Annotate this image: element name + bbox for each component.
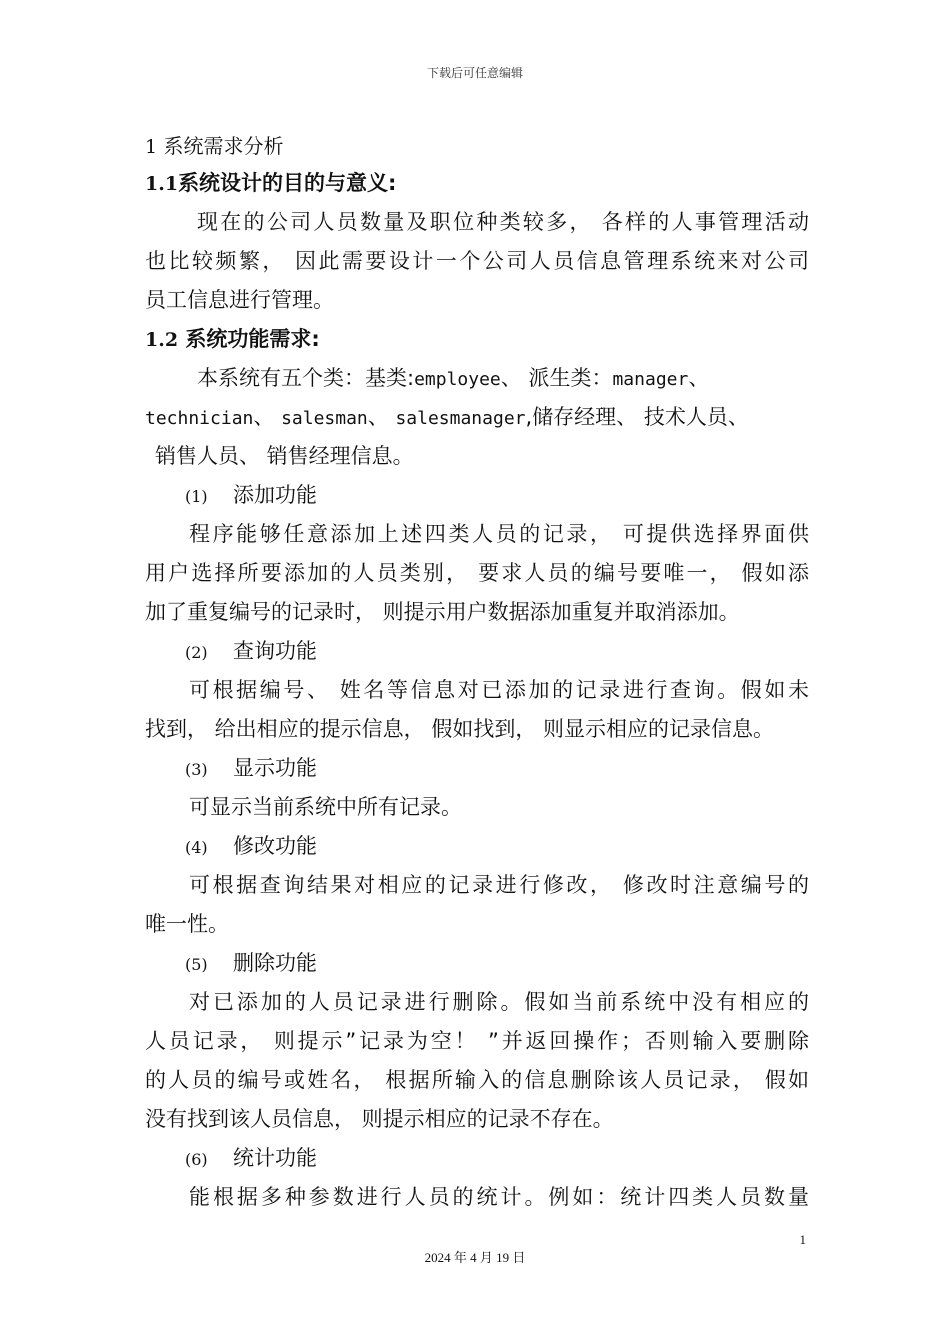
feature-title: 显示功能: [233, 756, 317, 780]
code-term: salesman: [281, 408, 368, 429]
text-run: 本系统有五个类：基类:: [197, 366, 415, 390]
section-title: 系统设计的目的与意义:: [178, 171, 397, 195]
paragraph-line: 人员记录， 则提示”记录为空！ ”并返回操作；否则输入要删除: [145, 1029, 809, 1053]
feature-heading: [145, 632, 809, 671]
paragraph-line: 可显示当前系统中所有记录。: [189, 795, 462, 819]
paragraph-line: 找到， 给出相应的提示信息， 假如找到， 则显示相应的记录信息。: [145, 717, 775, 741]
text-run: ,储存经理、 技术人员、: [525, 405, 749, 429]
paragraph-line: 可根据编号、 姓名等信息对已添加的记录进行查询。假如未: [189, 678, 809, 702]
paragraph-line: 对已添加的人员记录进行删除。假如当前系统中没有相应的: [189, 990, 809, 1014]
text-run: 、: [367, 405, 396, 429]
paragraph-line: [145, 359, 809, 398]
paragraph-line: 也比较频繁， 因此需要设计一个公司人员信息管理系统来对公司: [145, 249, 809, 273]
text-run: 、: [253, 405, 282, 429]
feature-number: (2): [185, 643, 208, 662]
paragraph-line: 可根据查询结果对相应的记录进行修改， 修改时注意编号的: [189, 873, 809, 897]
code-term: employee: [414, 369, 501, 390]
paragraph-line: 能根据多种参数进行人员的统计。例如：统计四类人员数量: [189, 1185, 809, 1209]
section-1-2-heading: [145, 320, 809, 359]
section-number: 1.2: [145, 329, 179, 351]
page-number: 1: [799, 1232, 806, 1247]
feature-heading: [145, 749, 809, 788]
paragraph-line: 程序能够任意添加上述四类人员的记录， 可提供选择界面供: [189, 522, 809, 546]
feature-title: 查询功能: [233, 639, 317, 663]
feature-heading: [145, 476, 809, 515]
paragraph-line: 现在的公司人员数量及职位种类较多， 各样的人事管理活动: [197, 210, 809, 234]
text-run: 、 派生类：: [500, 366, 613, 390]
feature-number: (6): [185, 1150, 208, 1169]
section-1-1-heading: [145, 164, 809, 203]
paragraph-line: 加了重复编号的记录时， 则提示用户数据添加重复并取消添加。: [145, 600, 740, 624]
section-number: 1.1: [145, 173, 179, 195]
page-header: 下载后可任意编辑: [426, 66, 523, 80]
code-term: salesmanager: [395, 408, 526, 429]
feature-number: (5): [185, 955, 208, 974]
feature-title: 修改功能: [233, 834, 317, 858]
feature-heading: [145, 1139, 809, 1178]
feature-number: (4): [185, 838, 208, 857]
section-number: 1: [145, 136, 158, 158]
paragraph-line: 唯一性。: [145, 912, 229, 936]
feature-title: 统计功能: [233, 1146, 317, 1170]
feature-title: 删除功能: [233, 951, 317, 975]
footer-date: 2024 年 4 月 19 日: [424, 1250, 526, 1265]
document-body: [145, 128, 809, 1217]
text-run: 、: [688, 366, 710, 390]
paragraph-line: [145, 398, 809, 437]
feature-heading: [145, 827, 809, 866]
section-title: 系统需求分析: [163, 134, 284, 158]
section-title: 系统功能需求:: [185, 327, 320, 351]
code-term: manager: [612, 369, 689, 390]
paragraph-line: 没有找到该人员信息， 则提示相应的记录不存在。: [145, 1107, 614, 1131]
code-term: technician: [145, 408, 254, 429]
paragraph-line: 销售人员、 销售经理信息。: [155, 444, 414, 468]
feature-number: (1): [185, 487, 208, 506]
feature-number: (3): [185, 760, 208, 779]
paragraph-line: 用户选择所要添加的人员类别， 要求人员的编号要唯一， 假如添: [145, 561, 809, 585]
feature-title: 添加功能: [233, 483, 317, 507]
paragraph-line: 员工信息进行管理。: [145, 288, 334, 312]
paragraph-line: 的人员的编号或姓名， 根据所输入的信息删除该人员记录， 假如: [145, 1068, 809, 1092]
feature-heading: [145, 944, 809, 983]
section-1-heading: [145, 128, 809, 164]
